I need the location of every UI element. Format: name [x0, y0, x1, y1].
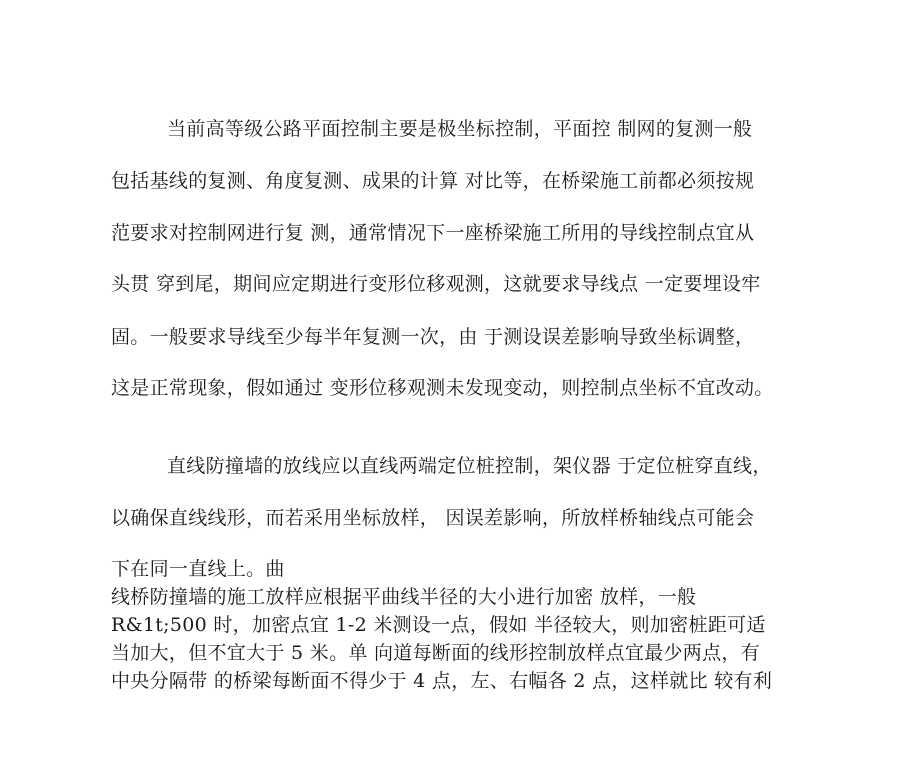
paragraph-2-line-5: R&1t;500 时，加密点宜 1-2 米测设一点，假如 半径较大，则加密桩距可适 — [111, 614, 766, 636]
paragraph-2-line-3: 下在同一直线上。曲 — [111, 558, 285, 580]
paragraph-1-line-5: 固。一般要求导线至少每半年复测一次，由 于测设误差影响导致坐标调整， — [111, 326, 755, 348]
paragraph-2-line-4: 线桥防撞墙的施工放样应根据平曲线半径的大小进行加密 放样，一般 — [111, 586, 697, 608]
paragraph-2-line-6: 当加大，但不宜大于 5 米。单 向道每断面的线形控制放样点宜最少两点，有 — [111, 642, 761, 664]
paragraph-2-line-2: 以确保直线线形，而若采用坐标放样， 因误差影响，所放样桥轴线点可能会 — [111, 507, 755, 529]
paragraph-1-line-2: 包括基线的复测、角度复测、成果的计算 对比等，在桥梁施工前都必须按规 — [111, 170, 755, 192]
paragraph-1-line-3: 范要求对控制网进行复 测，通常情况下一座桥梁施工所用的导线控制点宜从 — [111, 222, 755, 244]
paragraph-2-line-1: 直线防撞墙的放线应以直线两端定位桩控制，架仪器 于定位桩穿直线， — [167, 455, 772, 477]
paragraph-1-line-6: 这是正常现象，假如通过 变形位移观测未发现变动，则控制点坐标不宜改动。 — [111, 377, 774, 399]
paragraph-1-line-4: 头贯 穿到尾，期间应定期进行变形位移观测，这就要求导线点 一定要埋设牢 — [111, 273, 761, 295]
paragraph-2-line-7: 中央分隔带 的桥梁每断面不得少于 4 点，左、右幅各 2 点，这样就比 较有利 — [111, 670, 773, 692]
paragraph-1-line-1: 当前高等级公路平面控制主要是极坐标控制，平面控 制网的复测一般 — [167, 118, 753, 140]
